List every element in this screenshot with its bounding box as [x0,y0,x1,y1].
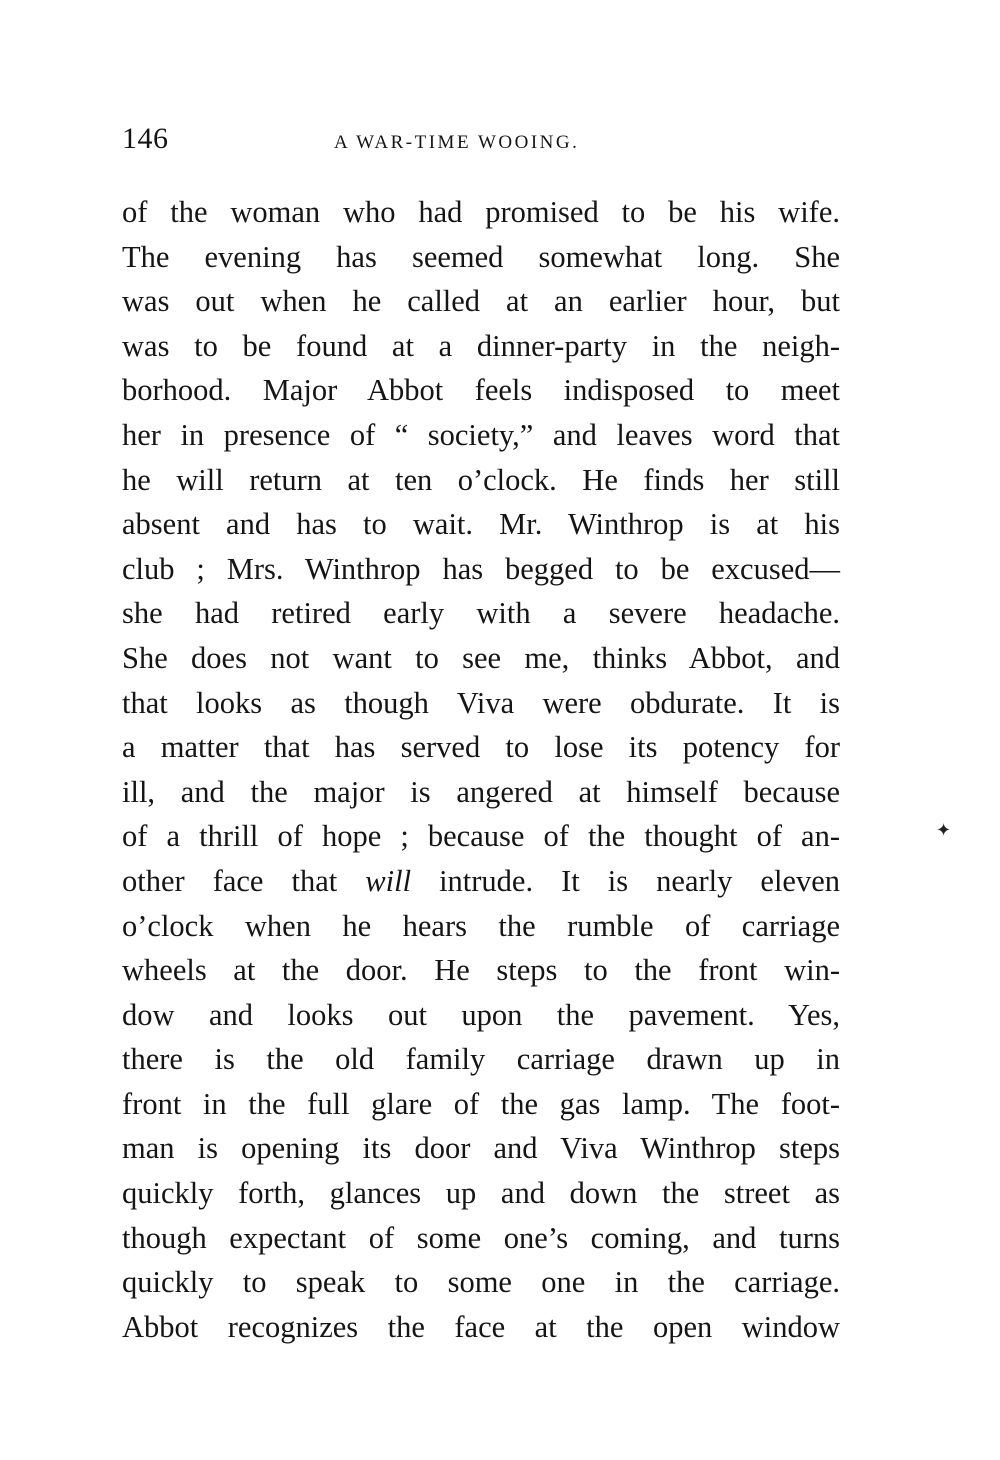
text-line-with-italic [122,859,840,904]
text-line: was to be found at a dinner-party in the neigh- [122,328,840,363]
text-line: there is the old family carriage drawn up in [122,1042,840,1077]
body-text [122,190,840,1349]
text-line: dow and looks out upon the pavement. Yes, [122,997,840,1032]
italic-word: will [365,863,412,898]
text-line: borhood. Major Abbot feels indisposed to meet [122,373,840,408]
page-number: 146 [122,122,169,155]
text-line: her in presence of “ society,” and leaves word that [122,417,840,452]
text-line: he will return at ten o’clock. He finds her still [122,462,840,497]
text-line: quickly to speak to some one in the carriage. [122,1265,840,1300]
text-line: though expectant of some one’s coming, and turns [122,1220,840,1255]
text-line: wheels at the door. He steps to the front win- [122,953,840,988]
text-line: of the woman who had promised to be his wife. [122,195,840,229]
text-segment: intrude. It is nearly eleven [411,863,840,898]
text-line: of a thrill of hope ; because of the thought of an- [122,819,840,854]
text-line: that looks as though Viva were obdurate. It is [122,685,840,720]
text-line: The evening has seemed somewhat long. She [122,239,840,274]
text-segment: other face that [122,863,366,898]
text-line: absent and has to wait. Mr. Winthrop is at his [122,507,840,542]
text-line: Abbot recognizes the face at the open window [122,1309,840,1344]
text-line: a matter that has served to lose its potency for [122,730,840,765]
text-line: ill, and the major is angered at himself because [122,774,840,809]
text-line: club ; Mrs. Winthrop has begged to be excused— [122,551,840,586]
running-title: A WAR-TIME WOOING. [334,132,580,153]
margin-mark: ✦ [936,820,952,841]
text-line: o’clock when he hears the rumble of carriage [122,908,840,943]
text-line: She does not want to see me, thinks Abbot, and [122,640,840,675]
text-line: front in the full glare of the gas lamp. The foot- [122,1086,840,1121]
text-line: quickly forth, glances up and down the street as [122,1176,840,1211]
text-line: man is opening its door and Viva Winthrop steps [122,1131,840,1166]
text-line: was out when he called at an earlier hour, but [122,284,840,319]
running-head [122,122,840,162]
text-line: she had retired early with a severe headache. [122,596,840,631]
